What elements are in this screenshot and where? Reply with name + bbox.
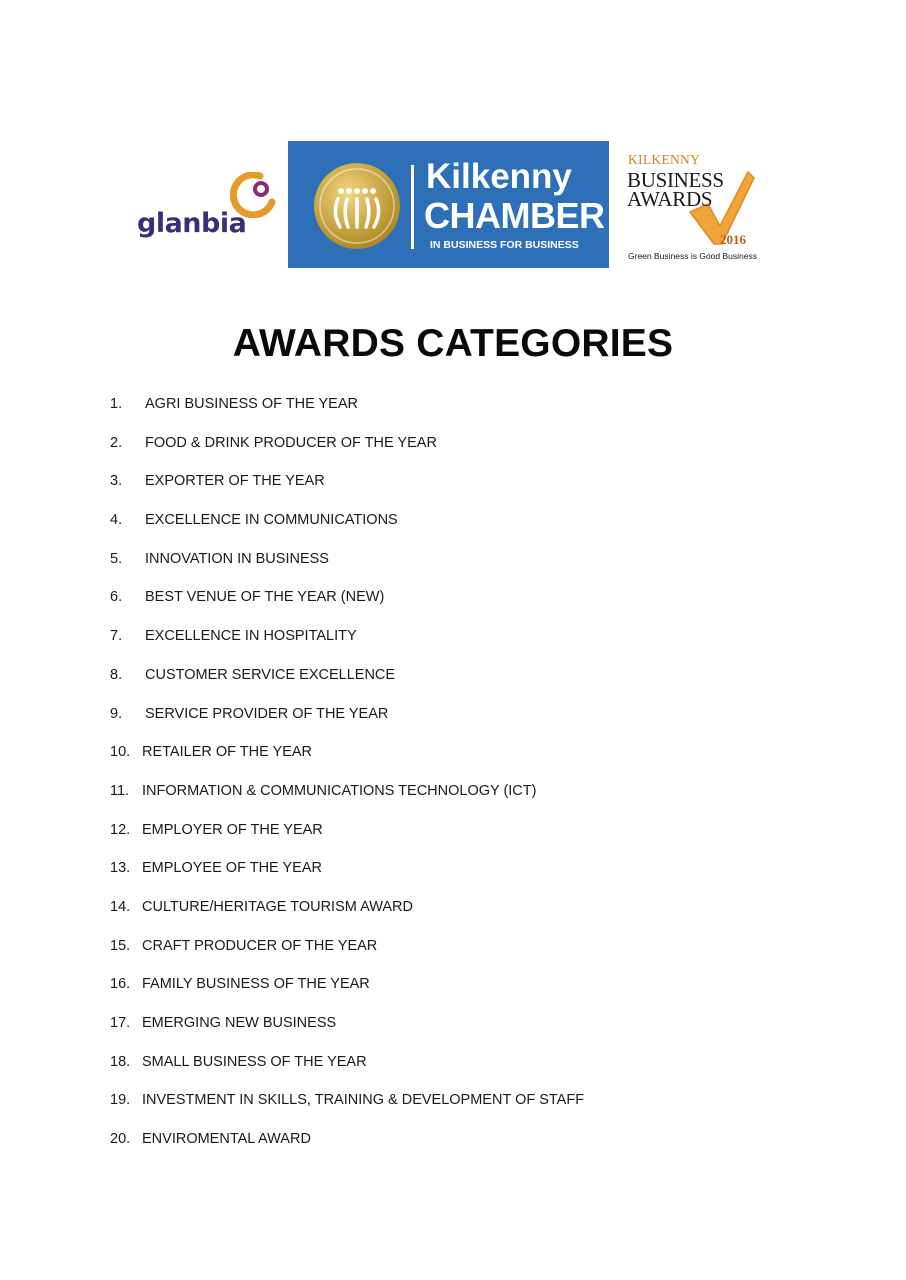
awards-year: 2016: [720, 232, 746, 247]
item-number: 16.: [110, 976, 131, 993]
item-number: 20.: [110, 1131, 131, 1148]
item-label: EMERGING NEW BUSINESS: [142, 1015, 337, 1031]
item-number: 6.: [110, 589, 123, 606]
item-label: INNOVATION IN BUSINESS: [145, 550, 329, 567]
item-number: 3.: [110, 473, 123, 490]
kilkenny-chamber-logo: [288, 141, 609, 268]
list-item: [110, 856, 810, 895]
item-label: EXCELLENCE IN COMMUNICATIONS: [145, 512, 398, 529]
business-awards-logo: [626, 150, 760, 268]
awards-top-label: KILKENNY: [628, 152, 701, 167]
list-item: [110, 431, 810, 470]
list-item: [110, 508, 810, 547]
item-label: FOOD & DRINK PRODUCER OF THE YEAR: [145, 434, 437, 451]
item-number: 12.: [110, 821, 131, 838]
list-item: [110, 972, 810, 1011]
item-label: SMALL BUSINESS OF THE YEAR: [142, 1053, 367, 1070]
glanbia-wordmark: glanbia: [137, 208, 247, 239]
list-item: [110, 624, 810, 663]
item-label: FAMILY BUSINESS OF THE YEAR: [142, 976, 370, 993]
item-number: 11.: [110, 782, 130, 799]
chamber-divider: [411, 165, 414, 249]
list-item: [110, 392, 810, 431]
item-label: INVESTMENT IN SKILLS, TRAINING & DEVELOPMENT OF STAFF: [142, 1092, 585, 1109]
item-number: 2.: [110, 434, 123, 451]
item-number: 13.: [110, 860, 131, 877]
list-item: [110, 702, 810, 741]
item-label: CULTURE/HERITAGE TOURISM AWARD: [142, 898, 413, 915]
chamber-tagline: IN BUSINESS FOR BUSINESS: [430, 239, 579, 251]
list-item: [110, 934, 810, 973]
item-label: RETAILER OF THE YEAR: [142, 744, 313, 761]
item-number: 9.: [110, 705, 123, 722]
item-label: BEST VENUE OF THE YEAR (NEW): [145, 589, 385, 606]
chamber-emblem-icon: [312, 161, 402, 251]
item-label: EMPLOYER OF THE YEAR: [142, 821, 323, 838]
chamber-title: CHAMBER: [424, 195, 605, 236]
chamber-name: Kilkenny: [426, 157, 572, 196]
glanbia-logo: [134, 172, 279, 252]
logo-banner: [0, 0, 906, 290]
list-item: [110, 585, 810, 624]
item-number: 18.: [110, 1053, 131, 1070]
item-label: INFORMATION & COMMUNICATIONS TECHNOLOGY (ICT): [142, 782, 537, 799]
item-number: 14.: [110, 898, 131, 915]
item-number: 4.: [110, 512, 123, 529]
item-number: 17.: [110, 1015, 131, 1031]
list-item: [110, 895, 810, 934]
item-number: 7.: [110, 628, 123, 645]
item-number: 10.: [110, 744, 131, 761]
awards-tagline: Green Business is Good Business: [628, 251, 757, 261]
item-number: 15.: [110, 937, 131, 954]
page-title: AWARDS CATEGORIES: [232, 322, 674, 365]
list-item: [110, 1050, 810, 1089]
categories-list: [110, 392, 810, 1166]
item-label: EMPLOYEE OF THE YEAR: [142, 860, 322, 877]
list-item: [110, 1011, 810, 1050]
list-item: [110, 469, 810, 508]
item-label: CRAFT PRODUCER OF THE YEAR: [142, 937, 378, 954]
item-label: CUSTOMER SERVICE EXCELLENCE: [145, 666, 396, 683]
item-number: 1.: [110, 396, 123, 412]
item-label: ENVIROMENTAL AWARD: [142, 1131, 311, 1148]
list-item: [110, 1127, 810, 1166]
item-label: EXPORTER OF THE YEAR: [145, 473, 325, 490]
item-number: 19.: [110, 1092, 131, 1109]
item-number: 8.: [110, 666, 123, 683]
list-item: [110, 779, 810, 818]
list-item: [110, 818, 810, 857]
item-label: AGRI BUSINESS OF THE YEAR: [145, 396, 358, 412]
item-label: SERVICE PROVIDER OF THE YEAR: [145, 705, 389, 722]
item-number: 5.: [110, 550, 123, 567]
list-item: [110, 1088, 810, 1127]
list-item: [110, 663, 810, 702]
item-label: EXCELLENCE IN HOSPITALITY: [145, 628, 357, 645]
awards-line1: BUSINESS: [627, 168, 724, 192]
awards-line2: AWARDS: [627, 187, 713, 211]
list-item: [110, 547, 810, 586]
list-item: [110, 740, 810, 779]
